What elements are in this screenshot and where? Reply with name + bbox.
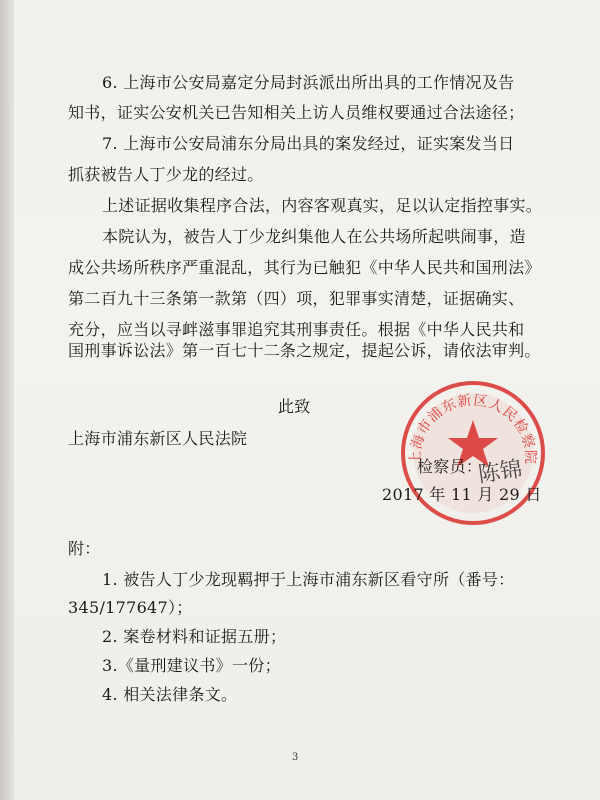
attachments-header: 附： (68, 539, 101, 558)
attachment-2: 2. 案卷材料和证据五册； (102, 627, 287, 646)
opinion-line-1: 本院认为，被告人丁少龙纠集他人在公共场所起哄闹事，造 (102, 227, 526, 246)
opinion-line-5: 国刑事诉讼法》第一百七十二条之规定，提起公诉，请依法审判。 (68, 341, 541, 360)
attachment-1-line-1: 1. 被告人丁少龙现羁押于上海市浦东新区看守所（番号： (102, 570, 515, 589)
court-recipient: 上海市浦东新区人民法院 (68, 429, 248, 448)
seal-text: 上海市浦东新区人民检察院 (407, 392, 539, 465)
prosecutor-signature: 陈锦 (476, 457, 524, 488)
attachment-4: 4. 相关法律条文。 (102, 685, 238, 704)
official-seal-stamp (398, 378, 548, 528)
closing-salutation: 此致 (278, 397, 311, 416)
opinion-line-4: 充分，应当以寻衅滋事罪追究其刑事责任。根据《中华人民共和 (68, 320, 525, 339)
opinion-line-2: 成公共场所秩序严重混乱，其行为已触犯《中华人民共和国刑法》 (68, 258, 541, 277)
attachment-1-line-2: 345/177647）； (68, 598, 193, 617)
item-7-line-1: 7. 上海市公安局浦东分局出具的案发经过，证实案发当日 (102, 134, 515, 153)
item-6-line-2: 知书，证实公安机关已告知相关上访人员维权要通过合法途径； (68, 103, 525, 122)
page-number: 3 (292, 752, 299, 763)
opinion-line-3: 第二百九十三条第一款第（四）项，犯罪事实清楚，证据确实、 (68, 289, 525, 308)
item-7-line-2: 抓获被告人丁少龙的经过。 (68, 165, 264, 184)
prosecutor-label: 检察员： (417, 457, 483, 476)
attachment-3: 3.《量刑建议书》一份； (102, 656, 281, 675)
document-date: 2017 年 11 月 29 日 (382, 485, 542, 504)
page-edge-shadow (0, 0, 14, 800)
evidence-statement: 上述证据收集程序合法，内容客观真实，足以认定指控事实。 (102, 196, 543, 215)
item-6-line-1: 6. 上海市公安局嘉定分局封浜派出所出具的工作情况及告 (102, 73, 515, 92)
